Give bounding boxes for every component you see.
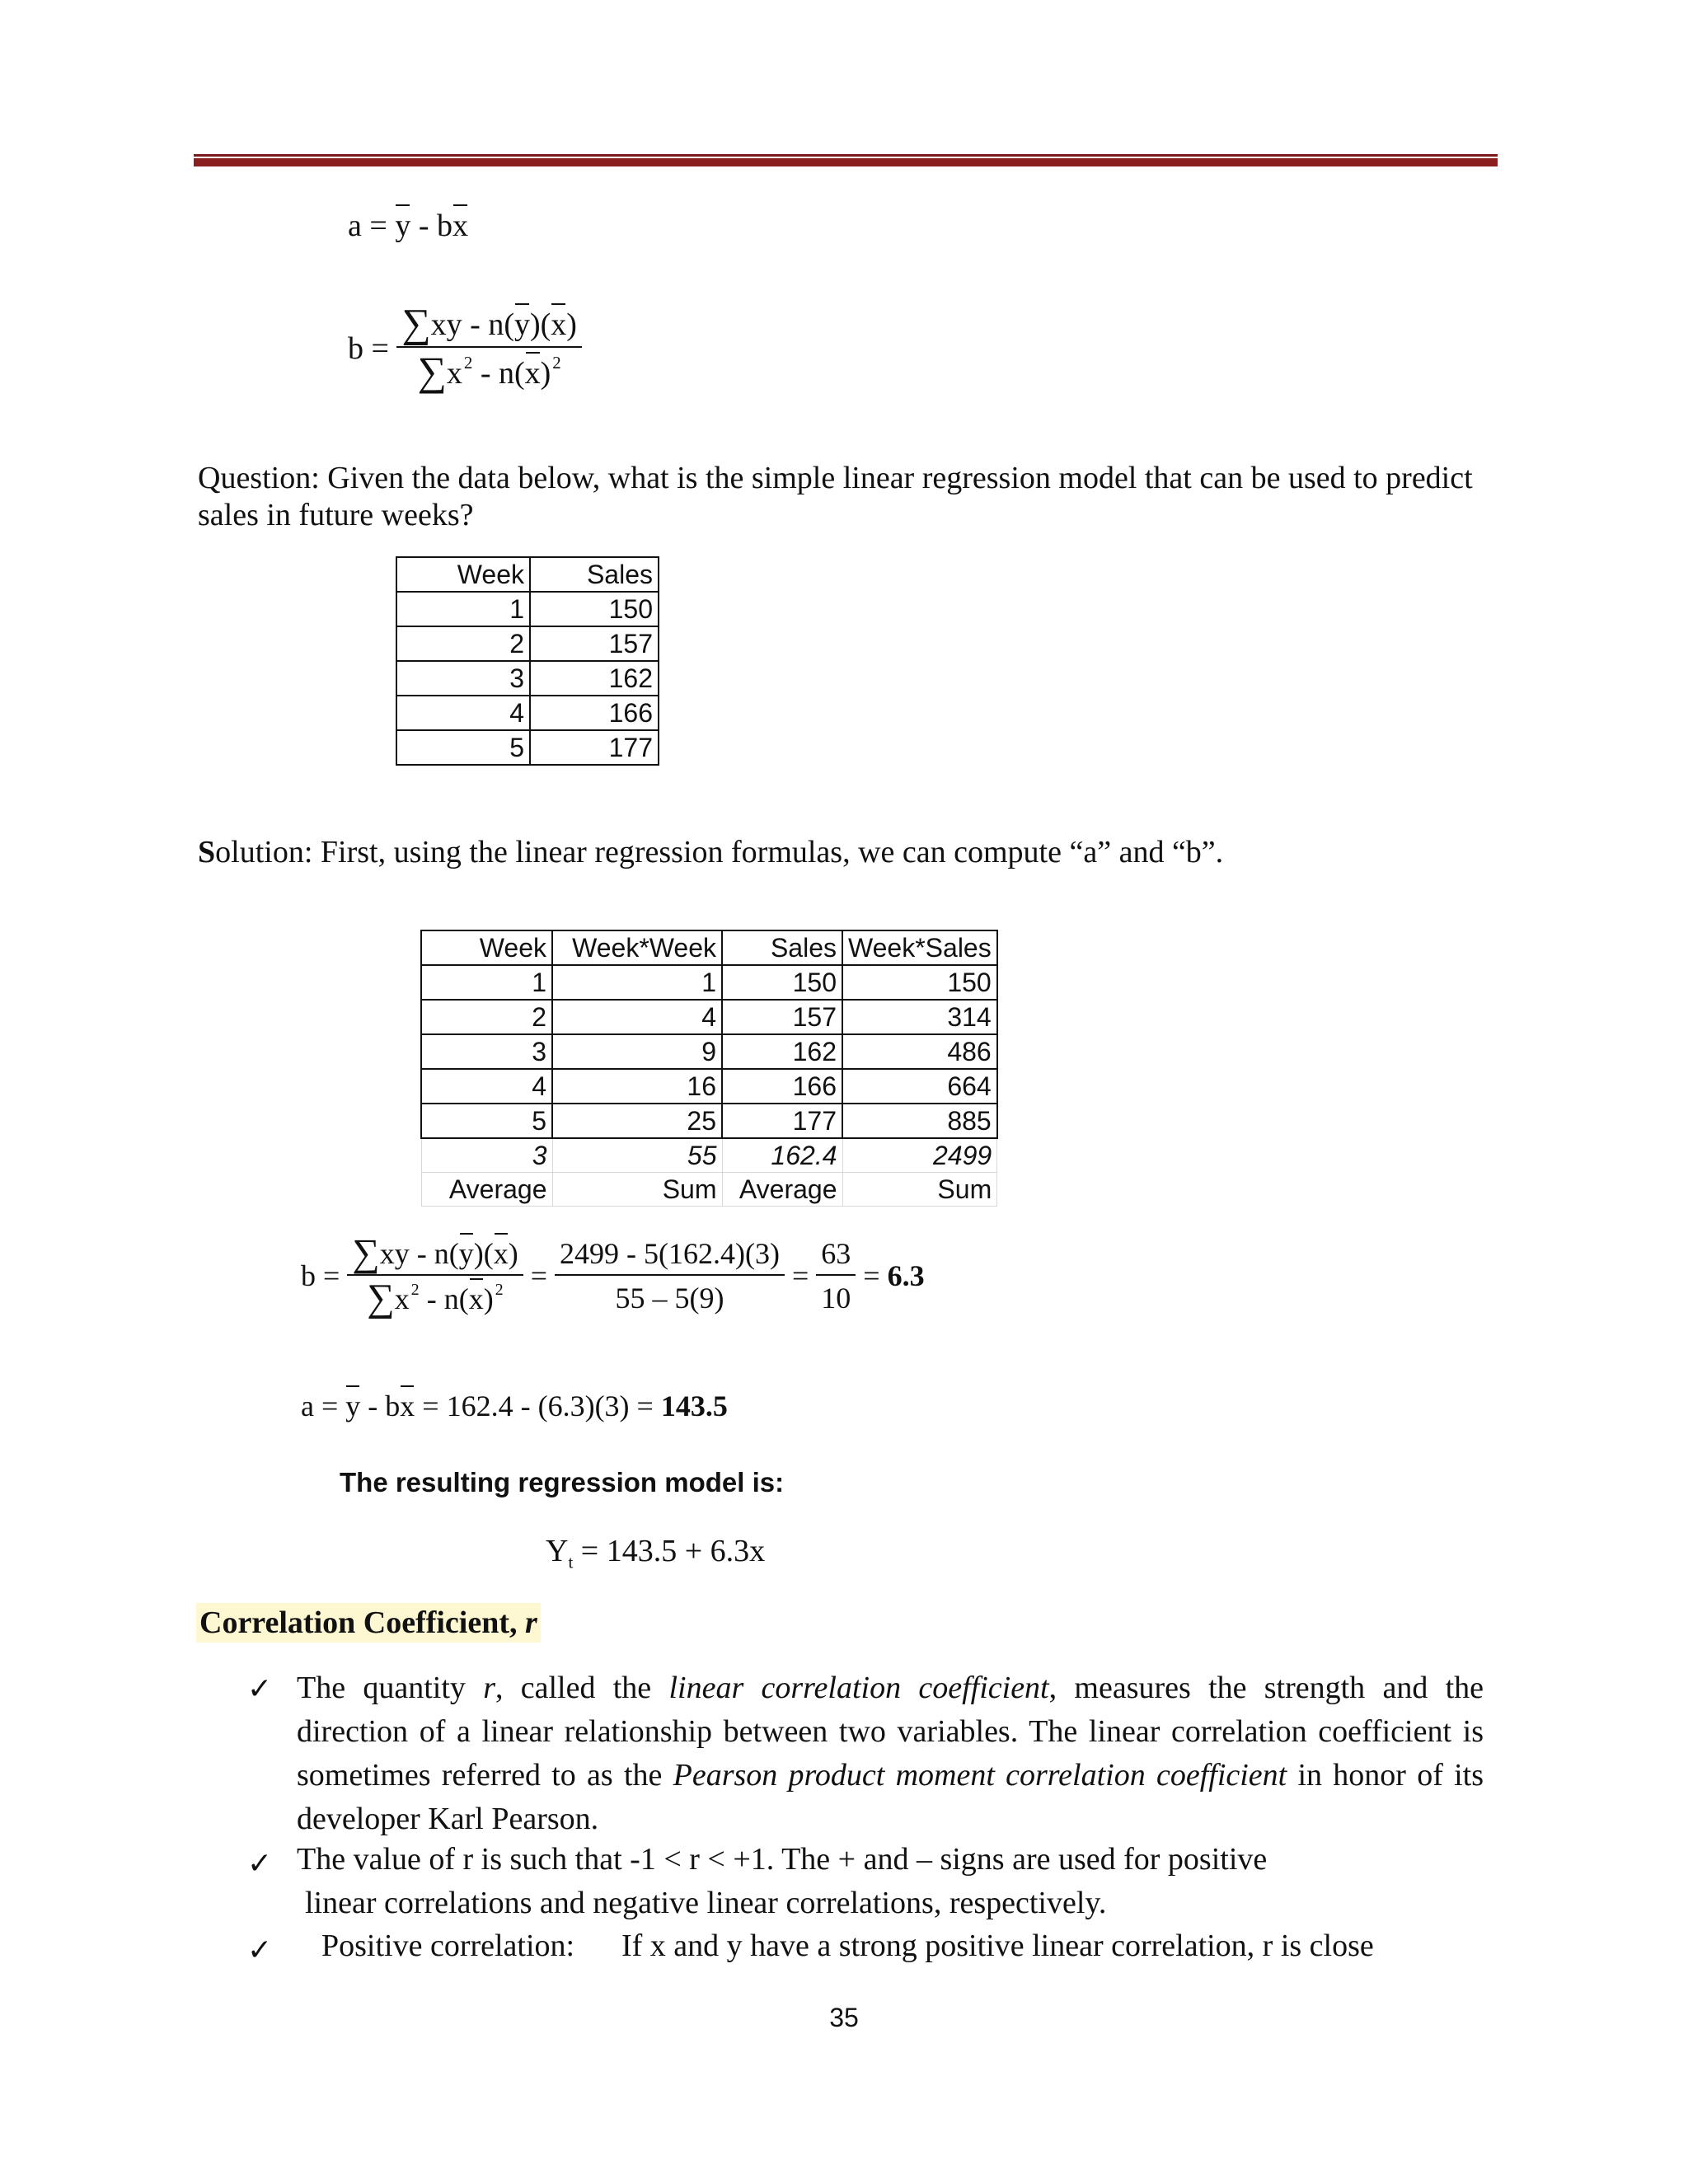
formula-a-eq: = [369, 209, 387, 243]
paren: ( [513, 355, 525, 391]
table-cell: 25 [552, 1104, 722, 1138]
table-cell: 3 [421, 1034, 552, 1069]
b1-t2: , called the [495, 1671, 652, 1705]
table-row [421, 1000, 997, 1034]
formula-b-minus: - [480, 355, 491, 391]
formula-b-xbar: x [493, 1237, 509, 1270]
sales-table [396, 556, 659, 766]
table-cell: 166 [722, 1069, 842, 1104]
bullet-3-label: Positive correlation: [321, 1929, 575, 1963]
formula-b-lhs: b [348, 331, 363, 367]
superscript: 2 [410, 1281, 420, 1299]
table-cell: 9 [552, 1034, 722, 1069]
model-subscript: t [568, 1552, 574, 1572]
table-cell: 2 [421, 1000, 552, 1034]
check-icon: ✓ [247, 1933, 273, 1967]
formula-b-xy: xy [379, 1237, 410, 1270]
calc-b-eq: = [530, 1259, 547, 1293]
table-cell: 314 [842, 1000, 997, 1034]
calc-a-xbar: x [400, 1390, 415, 1422]
question-text: Question: Given the data below, what is the simple linear regression model that can be used to predict sales in future weeks? [198, 461, 1473, 532]
superscript: 2 [495, 1281, 504, 1299]
table-row [396, 696, 659, 730]
superscript: 2 [552, 353, 561, 373]
table-cell: 4 [552, 1000, 722, 1034]
sigma-symbol: ∑ [367, 1277, 395, 1320]
model-label: The resulting regression model is: [340, 1467, 785, 1497]
bullet-3-text: If x and y have a strong positive linear correlation, r is close [621, 1929, 1374, 1963]
calc-a-eq: = [321, 1390, 339, 1422]
formula-b-fraction [396, 300, 582, 395]
formula-b-xbar: x [551, 307, 567, 342]
calc-a-result: 143.5 [660, 1390, 728, 1422]
table-cell: 2 [396, 626, 530, 661]
superscript: 2 [463, 353, 473, 373]
sigma-symbol: ∑ [417, 349, 447, 395]
formula-b-n: n [498, 355, 514, 391]
table-cell: 162 [722, 1034, 842, 1069]
section-var: r [525, 1605, 537, 1640]
table-cell: 166 [530, 696, 659, 730]
table-row [421, 965, 997, 1000]
table-header: Sales [530, 557, 659, 592]
b1-i1: linear correlation coefficient [668, 1671, 1049, 1705]
table-cell: 486 [842, 1034, 997, 1069]
calc-b-num3: 63 [816, 1236, 856, 1276]
formula-b-xbar: x [468, 1282, 484, 1315]
table-header: Week [396, 557, 530, 592]
table-cell: 5 [396, 730, 530, 765]
formula-a-lhs: a [348, 209, 362, 243]
table-cell: 1 [421, 965, 552, 1000]
table-row [421, 1069, 997, 1104]
formula-b [348, 300, 582, 395]
calc-a-ybar: y [345, 1390, 361, 1422]
formula-a-op: - [418, 209, 429, 243]
formula-b-minus: - [470, 307, 481, 342]
calc-a-rest: = 162.4 - (6.3)(3) = [422, 1390, 654, 1422]
table-totals-row [421, 1138, 997, 1173]
table-cell: 4 [421, 1069, 552, 1104]
paren: ( [458, 1282, 469, 1315]
bullet-1-text [297, 1666, 1484, 1841]
table-row [396, 626, 659, 661]
table-labels-row [421, 1173, 997, 1207]
b1-t1: The quantity [297, 1671, 466, 1705]
formula-a-xbar: x [452, 209, 468, 243]
table-cell: 4 [396, 696, 530, 730]
formula-a [348, 208, 468, 244]
formula-b-n: n [443, 1282, 459, 1315]
table-row [421, 930, 997, 965]
paren: ( [448, 1237, 459, 1270]
table-cell: 177 [530, 730, 659, 765]
model-y: Y [546, 1534, 569, 1568]
paren: ) [529, 307, 541, 342]
table-cell: 3 [396, 661, 530, 696]
table-cell: 3 [421, 1138, 552, 1173]
table-cell: 157 [722, 1000, 842, 1034]
table-row [396, 557, 659, 592]
table-header: Week [421, 930, 552, 965]
calc-b-fraction-2 [555, 1236, 785, 1315]
solution-body: olution: First, using the linear regression formulas, we can compute “a” and “b”. [215, 835, 1224, 869]
bullet-2-line-1: The value of r is such that -1 < r < +1. The + and – signs are used for positive [297, 1842, 1268, 1877]
formula-b-ybar: y [513, 307, 530, 342]
calc-b-den2: 55 – 5(9) [615, 1282, 724, 1315]
table-cell: Average [421, 1173, 552, 1207]
solution-lead: S [198, 835, 216, 869]
formula-b-minus: - [416, 1237, 427, 1270]
sigma-symbol: ∑ [401, 300, 431, 346]
b1-t3: , measures the strength and the direction of a linear relationship between two variables. The linear correlation coefficient is sometimes referred to as the [297, 1671, 1484, 1793]
formula-b-ybar: y [458, 1237, 474, 1270]
table-row [396, 661, 659, 696]
formula-a-b: b [436, 209, 452, 243]
formula-b-minus: - [426, 1282, 437, 1315]
calc-a-b: b [385, 1390, 401, 1422]
formula-b-eq: = [371, 331, 389, 367]
formula-b-x: x [446, 355, 462, 391]
calc-b-eq: = [863, 1259, 880, 1293]
calc-b-fraction-1 [347, 1231, 523, 1320]
paren: ) [483, 1282, 494, 1315]
paren: ( [540, 307, 551, 342]
paren: ( [483, 1237, 494, 1270]
table-cell: 5 [421, 1104, 552, 1138]
model-equation [546, 1533, 765, 1572]
calc-b-eq: = [323, 1259, 340, 1293]
check-icon: ✓ [247, 1847, 273, 1881]
table-cell: 150 [722, 965, 842, 1000]
table-cell: Sum [842, 1173, 997, 1207]
b1-t4: in honor of its developer Karl Pearson. [297, 1758, 1484, 1836]
sigma-symbol: ∑ [352, 1231, 380, 1275]
calc-b-lhs: b [301, 1259, 316, 1293]
section-heading [196, 1603, 541, 1643]
formula-b-n: n [434, 1237, 449, 1270]
table-cell: 1 [396, 592, 530, 626]
table-cell: 1 [552, 965, 722, 1000]
formula-b-xbar: x [524, 355, 541, 391]
calc-b-fraction-3 [816, 1236, 856, 1315]
formula-b-n: n [488, 307, 504, 342]
table-cell: 55 [552, 1138, 722, 1173]
model-rest: = 143.5 + 6.3x [580, 1534, 766, 1568]
table-cell: Average [722, 1173, 842, 1207]
formula-a-ybar: y [395, 209, 411, 243]
calc-b-num2: 2499 - 5(162.4)(3) [555, 1236, 785, 1276]
table-cell: 162 [530, 661, 659, 696]
calc-b-result: 6.3 [887, 1259, 925, 1293]
table-header: Sales [722, 930, 842, 965]
calc-b [301, 1231, 925, 1320]
page-number: 35 [829, 2003, 859, 2032]
table-cell: 16 [552, 1069, 722, 1104]
table-cell: 177 [722, 1104, 842, 1138]
table-cell: 150 [530, 592, 659, 626]
table-cell: 2499 [842, 1138, 997, 1173]
calc-a-op: - [368, 1390, 378, 1422]
paren: ) [540, 355, 551, 391]
table-cell: 664 [842, 1069, 997, 1104]
paren: ( [504, 307, 514, 342]
table-cell: 157 [530, 626, 659, 661]
table-header: Week*Sales [842, 930, 997, 965]
paren: ) [473, 1237, 484, 1270]
table-header: Week*Week [552, 930, 722, 965]
formula-b-xy: xy [430, 307, 462, 342]
check-icon: ✓ [247, 1672, 273, 1706]
calc-b-den3: 10 [821, 1282, 851, 1315]
regression-table [420, 930, 998, 1207]
table-row [396, 592, 659, 626]
b1-i2: Pearson product moment correlation coefficient [673, 1758, 1287, 1793]
header-rule-thin [194, 154, 1498, 157]
table-cell: Sum [552, 1173, 722, 1207]
paren: ) [508, 1237, 518, 1270]
calc-b-eq: = [791, 1259, 809, 1293]
b1-r: r [483, 1671, 495, 1705]
header-rule-thick [194, 158, 1498, 166]
calc-a-lhs: a [301, 1390, 314, 1422]
table-row [421, 1034, 997, 1069]
formula-b-x: x [394, 1282, 410, 1315]
bullet-2-line-2: linear correlations and negative linear correlations, respectively. [305, 1886, 1107, 1920]
paren: ) [566, 307, 577, 342]
table-cell: 162.4 [722, 1138, 842, 1173]
table-row [421, 1104, 997, 1138]
section-title: Correlation Coefficient, [199, 1605, 518, 1640]
solution-text [198, 834, 1223, 870]
calc-a [301, 1389, 728, 1423]
table-row [396, 730, 659, 765]
table-cell: 150 [842, 965, 997, 1000]
table-cell: 885 [842, 1104, 997, 1138]
